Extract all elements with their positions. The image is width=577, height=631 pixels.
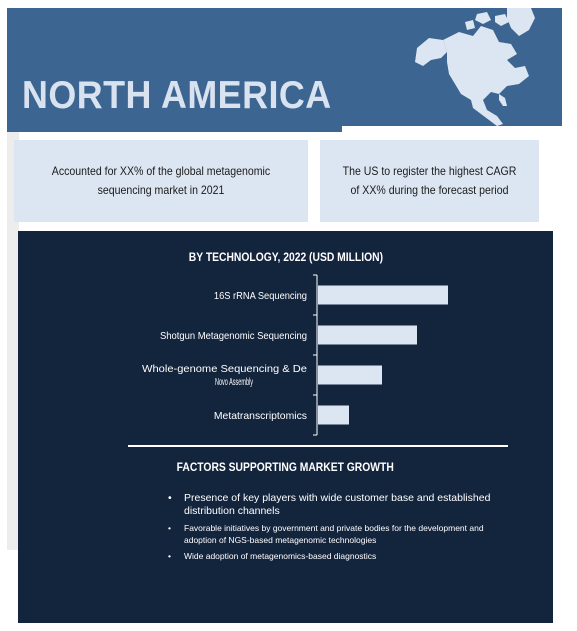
category-label: Whole-genome Sequencing & De Novo Assembly bbox=[142, 363, 308, 388]
bar-metatranscriptomics bbox=[318, 406, 349, 425]
north-america-map-icon bbox=[407, 8, 547, 132]
factors-title: FACTORS SUPPORTING MARKET GROWTH bbox=[176, 460, 395, 474]
region-header bbox=[7, 8, 562, 132]
header-cutout bbox=[342, 126, 562, 132]
factor-item: • Presence of key players with wide customer base and established distribution channels bbox=[168, 492, 508, 518]
factor-item: • Wide adoption of metagenomics-based diagnostics bbox=[168, 550, 508, 562]
market-share-text: Accounted for XX% of the global metagenomic sequencing market in 2021 bbox=[51, 164, 271, 197]
bar-16s-rrna-sequencing bbox=[318, 286, 448, 305]
region-title: NORTH AMERICA bbox=[22, 74, 332, 117]
category-label: Shotgun Metagenomic Sequencing bbox=[160, 330, 308, 342]
chart-title: BY TECHNOLOGY, 2022 (USD MILLION) bbox=[188, 250, 383, 264]
market-share-box bbox=[14, 140, 308, 222]
category-label: 16S rRNA Sequencing bbox=[213, 290, 308, 302]
cagr-box bbox=[320, 140, 539, 222]
factor-item: • Favorable initiatives by government and private bodies for the development and adoption of NGS-based metagenomic technologies bbox=[168, 522, 508, 546]
category-label: Metatranscriptomics bbox=[213, 410, 307, 422]
bar-whole-genome-sequencing-de-novo-assembly bbox=[318, 366, 382, 385]
section-divider bbox=[128, 445, 508, 447]
bar-shotgun-metagenomic-sequencing bbox=[318, 326, 417, 345]
cagr-text: The US to register the highest CAGR of XX% during the forecast period bbox=[342, 164, 517, 197]
technology-bar-chart bbox=[18, 231, 553, 441]
chart-panel bbox=[18, 231, 553, 623]
factors-list bbox=[168, 492, 508, 566]
